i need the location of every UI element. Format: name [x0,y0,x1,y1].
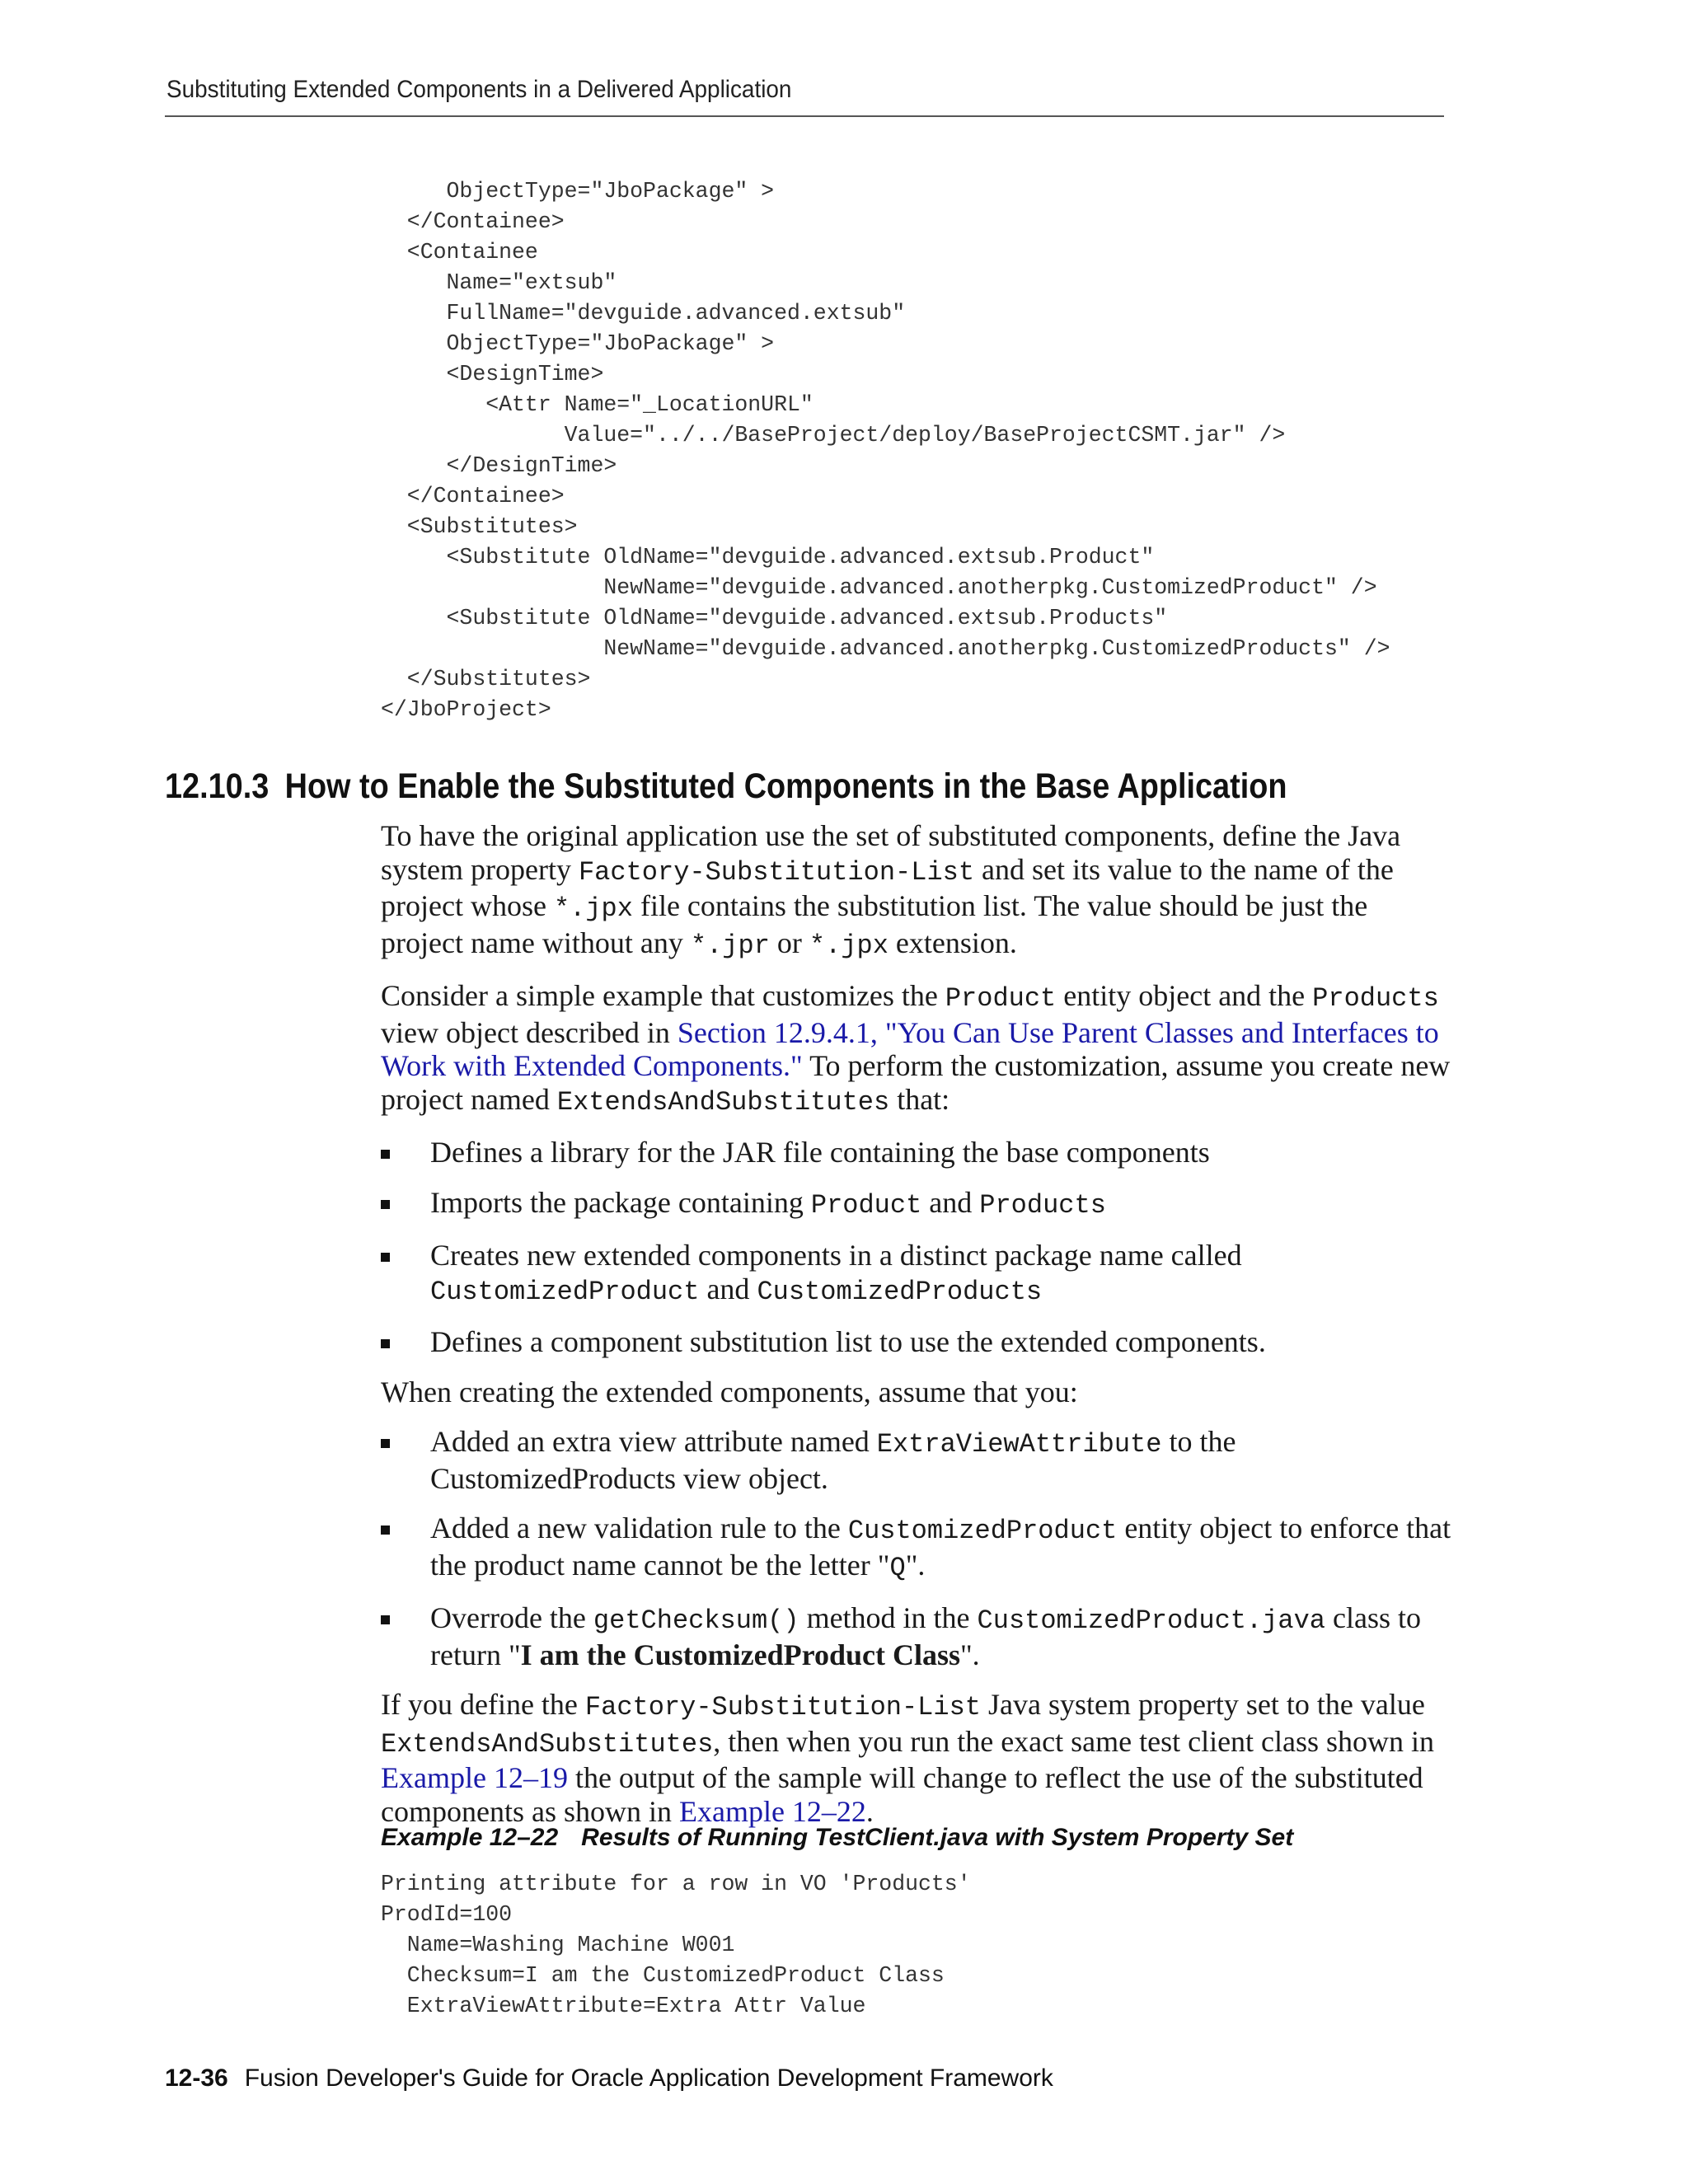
code-term: Product [945,983,1057,1014]
bold-text: I am the CustomizedProduct Class [520,1638,960,1671]
text: ". [959,1638,980,1671]
example-caption: Results of Running TestClient.java with System Property Set [581,1824,1294,1851]
text: To perform the customization, assume you create new project named [381,1049,1451,1116]
code-term: *.jpr [690,930,770,961]
code-term: Factory-Substitution-List [584,1692,981,1722]
square-bullet-icon [381,1253,390,1262]
section-heading [165,766,1287,807]
body-text [381,819,1452,1844]
text: class to return " [430,1601,1421,1671]
square-bullet-icon [381,1200,390,1209]
code-term: getChecksum() [593,1605,799,1636]
book-title: Fusion Developer's Guide for Oracle Application Development Framework [244,2064,1053,2092]
code-term: Q [889,1552,906,1583]
bullet-list-2 [381,1425,1452,1671]
list-item [381,1239,1452,1309]
code-term: Product [810,1189,922,1221]
code-listing-example: Printing attribute for a row in VO 'Products' ProdId=100 Name=Washing Machine W001 Checksum=I am the CustomizedProduct Class ExtraViewAttribute=Extra Attr Value [381,1872,971,2018]
square-bullet-icon [381,1150,390,1159]
text: , then when you run the exact same test client class shown in [713,1724,1435,1758]
list-item [381,1425,1452,1495]
code-term: Products [979,1189,1106,1221]
text: Imports the package containing [430,1185,811,1219]
code-term: Factory-Substitution-List [578,856,975,888]
text: entity object to enforce that the product name cannot be the letter " [430,1511,1451,1582]
square-bullet-icon [381,1526,390,1535]
paragraph-3: When creating the extended components, assume that you: [381,1375,1078,1408]
text: Java system property set to the value [980,1688,1425,1721]
header-rule [165,115,1444,117]
page-footer [165,2064,1053,2093]
example-link[interactable]: Example 12–19 [381,1761,568,1794]
text: Defines a library for the JAR file containing the base components [430,1136,1210,1169]
code-term: ExtendsAndSubstitutes [381,1728,714,1760]
code-term: *.jpx [553,893,633,924]
square-bullet-icon [381,1615,390,1624]
code-term: CustomizedProduct [847,1516,1118,1546]
list-item [381,1186,1452,1223]
example-number: Example 12–22 [381,1824,559,1851]
code-listing-top: ObjectType="JboPackage" > </Containee> <Containee Name="extsub" FullName="devguide.advanced.extsub" ObjectType="JboPackage" > <DesignTime> <Attr Name="_LocationURL" Value="../../BaseProject/deploy/BaseProjectCSMT.jar" /> </DesignTime> </Containee> <Substitutes> <Substitute OldName="devguide.advanced.extsub.Product" NewName="devguide.advanced.anotherpkg.CustomizedProduct" /> <Substitute OldName="devguide.advanced.extsub.Products" NewName="devguide.advanced.anotherpkg.CustomizedProducts" /> </Substitutes> </JboProject> [381,179,1390,722]
text: and [921,1185,980,1219]
text: Defines a component substitution list to use the extended components. [430,1325,1266,1358]
code-term: ExtraViewAttribute [876,1429,1162,1460]
square-bullet-icon [381,1339,390,1348]
text: or [769,926,809,959]
bullet-list-1 [381,1136,1452,1359]
text: the output of the sample will change to reflect the use of the substituted components as shown in [381,1761,1423,1828]
text: If you define the [381,1688,585,1721]
code-term: CustomizedProducts [757,1276,1043,1307]
text: Added a new validation rule to the [430,1511,848,1544]
text: . [865,1794,874,1828]
text: Added an extra view attribute named [430,1425,877,1458]
text: and set its value to the name of the project whose [381,852,1394,922]
code-term: ExtendsAndSubstitutes [556,1086,890,1118]
paragraph-2 [381,979,1452,1119]
text: Overrode the [430,1601,593,1634]
square-bullet-icon [381,1439,390,1448]
paragraph-4 [381,1688,1452,1828]
code-term: *.jpx [809,930,889,961]
paragraph-1 [381,819,1452,963]
text: ". [905,1548,926,1582]
running-header: Substituting Extended Components in a Delivered Application [166,76,792,103]
text: extension. [888,926,1017,959]
example-link[interactable]: Example 12–22 [678,1794,866,1828]
text: view object described in [381,1015,678,1049]
text: to the CustomizedProducts view object. [430,1425,1236,1495]
text: that: [889,1082,950,1116]
text: To have the original application use the set of substituted components, define the Java system property [381,819,1401,886]
list-item [381,1601,1452,1671]
list-item [381,1511,1452,1585]
code-term: CustomizedProduct.java [977,1605,1325,1636]
text: file contains the substitution list. The value should be just the project name without any [381,889,1368,959]
text: entity object and the [1056,979,1313,1012]
text: method in the [799,1601,978,1634]
text: Consider a simple example that customizes the [381,979,945,1012]
list-item [381,1325,1452,1359]
example-title [381,1824,1293,1852]
code-term: CustomizedProduct [430,1276,700,1307]
text: Creates new extended components in a distinct package name called [430,1239,1242,1272]
code-term: Products [1312,983,1439,1014]
page-number: 12-36 [165,2064,228,2092]
section-link[interactable]: Section 12.9.4.1, "You Can Use Parent Classes and Interfaces to Work with Extended Components." [381,1015,1439,1082]
text: and [699,1272,757,1305]
section-number: 12.10.3 [165,766,270,806]
list-item [381,1136,1452,1169]
section-title: How to Enable the Substituted Components in the Base Application [284,766,1287,806]
